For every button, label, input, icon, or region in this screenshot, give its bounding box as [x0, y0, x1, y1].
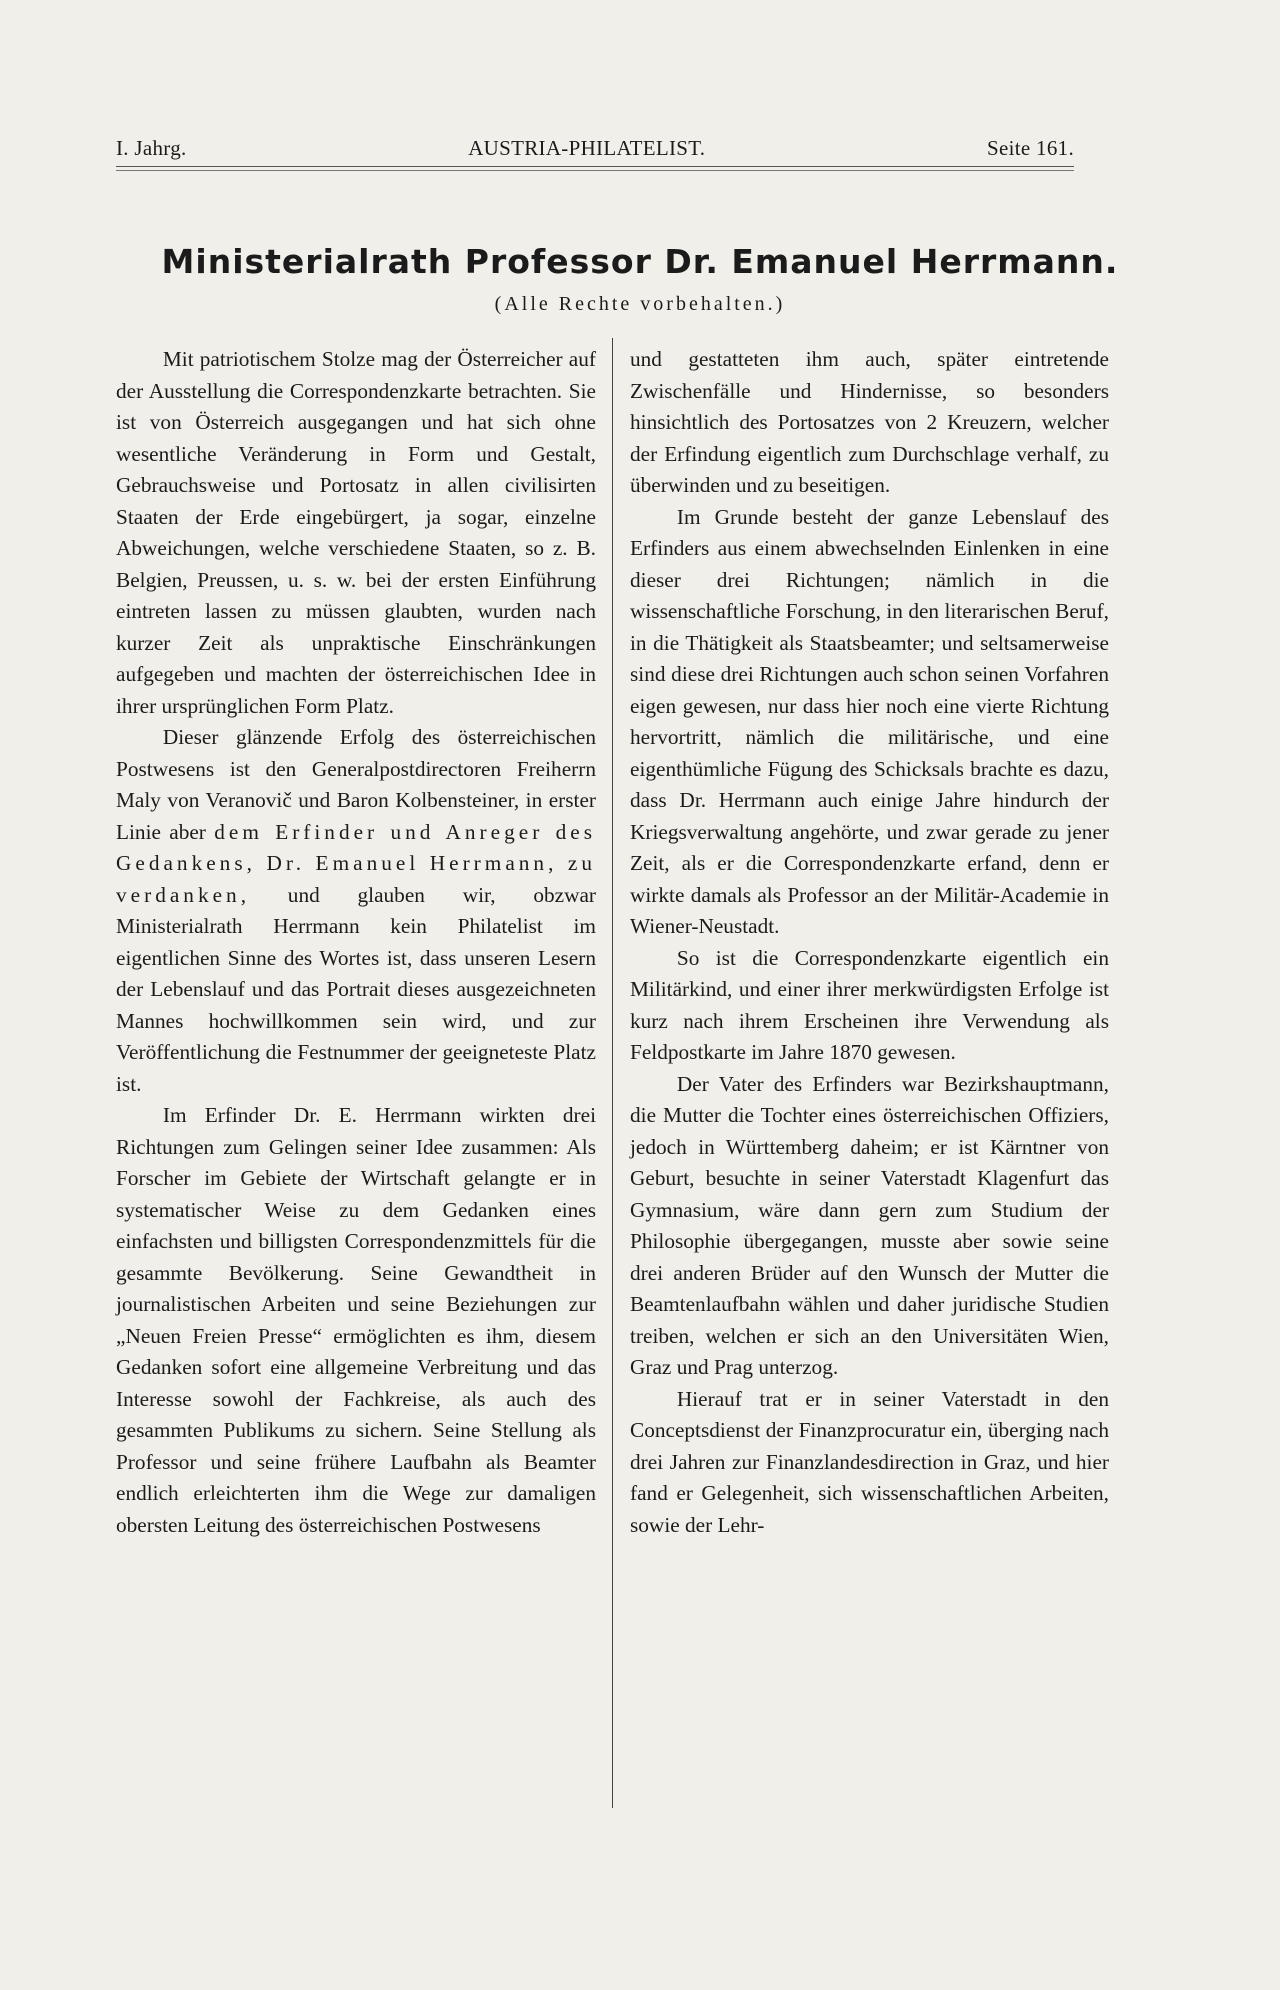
- paragraph: [116, 722, 596, 1100]
- header-rule: [116, 166, 1074, 171]
- paragraph: So ist die Correspondenzkarte eigentlich ein Militärkind, und einer ihrer merkwürdigsten Erfolge ist kurz nach ihrem Erscheinen ihre Verwendung als Feldpostkarte im Jahre 1870 gewesen.: [630, 945, 1109, 1064]
- paragraph: und gestatteten ihm auch, später eintretende Zwischenfälle und Hindernisse, so besonders hinsichtlich des Portosatzes von 2 Kreuzern, welcher der Erfindung eigentlich zum Durchschlage verhalf, zu überwinden und zu beseitigen.: [630, 347, 1109, 497]
- emphasized-text: dem Erfinder und Anreger des Gedankens, Dr. Emanuel Herrmann, zu verdanken,: [116, 819, 596, 907]
- paragraph-text: Dieser glänzende Erfolg des österreichischen Postwesens ist den Generalpostdirectoren Freiherrn Maly von Veranovič und Baron Kolbensteiner, in erster Linie aber: [116, 725, 596, 844]
- page-number: Seite 161.: [987, 136, 1074, 160]
- journal-title: AUSTRIA-PHILATELIST.: [468, 136, 706, 160]
- article-title: Ministerialrath Professor Dr. Emanuel Herrmann.: [161, 242, 1119, 281]
- article-subtitle: (Alle Rechte vorbehalten.): [494, 293, 786, 315]
- paragraph: Mit patriotischem Stolze mag der Österreicher auf der Ausstellung die Correspondenzkarte betrachten. Sie ist von Österreich ausgegangen und hat sich ohne wesentliche Veränderung in Form und Gestalt, Gebrauchsweise und Portosatz in allen civilisirten Staaten der Erde eingebürgert, ja sogar, einzelne Abweichungen, welche verschiedene Staaten, so z. B. Belgien, Preussen, u. s. w. bei der ersten Einführung eintreten lassen zu müssen glaubten, wurden nach kurzer Zeit als unpraktische Einschränkungen aufgegeben und machten der österreichischen Idee in ihrer ursprünglichen Form Platz.: [116, 347, 596, 718]
- left-column: [116, 344, 596, 1541]
- paragraph: Im Grunde besteht der ganze Lebenslauf des Erfinders aus einem abwechselnden Einlenken in eine dieser drei Richtungen; nämlich in die wissenschaftliche Forschung, in den literarischen Beruf, in die Thätigkeit als Staatsbeamter; und seltsamerweise sind diese drei Richtungen auch schon seinen Vorfahren eigen gewesen, nur dass hier noch eine vierte Richtung hervortritt, nämlich die militärische, und eine eigenthümliche Fügung des Schicksals brachte es dazu, dass Dr. Herrmann auch einige Jahre hindurch der Kriegsverwaltung angehörte, und zwar gerade zu jener Zeit, als er die Correspondenzkarte erfand, denn er wirkte damals als Professor an der Militär-Academie in Wiener-Neustadt.: [630, 504, 1109, 938]
- paragraph-text: und glauben wir, obzwar Ministerialrath Herrmann kein Philatelist im eigentlichen Sinne des Wortes ist, dass unseren Lesern der Lebenslauf und das Portrait dieses ausgezeichneten Mannes hochwillkommen sein wird, und zur Veröffentlichung die Festnummer der geeigneteste Platz ist.: [116, 882, 596, 1096]
- volume-label: I. Jahrg.: [116, 136, 187, 160]
- paragraph: Der Vater des Erfinders war Bezirkshauptmann, die Mutter die Tochter eines österreichischen Offiziers, jedoch in Württemberg daheim; er ist Kärntner von Geburt, besuchte in seiner Vaterstadt Klagenfurt das Gymnasium, wäre dann gern zum Studium der Philosophie übergegangen, musste aber sowie seine drei anderen Brüder auf den Wunsch der Mutter die Beamtenlaufbahn wählen und daher juridische Studien treiben, welchen er sich an den Universitäten Wien, Graz und Prag unterzog.: [630, 1071, 1109, 1379]
- paragraph: Hierauf trat er in seiner Vaterstadt in den Conceptsdienst der Finanzprocuratur ein, überging nach drei Jahren zur Finanzlandesdirection in Graz, und hier fand er Gelegenheit, sich wissenschaftlichen Arbeiten, sowie der Lehr-: [630, 1386, 1109, 1537]
- paragraph: Im Erfinder Dr. E. Herrmann wirkten drei Richtungen zum Gelingen seiner Idee zusammen: Als Forscher im Gebiete der Wirtschaft gelangte er in systematischer Weise zu dem Gedanken eines einfachsten und billigsten Correspondenzmittels für die gesammte Bevölkerung. Seine Gewandtheit in journalistischen Arbeiten und seine Beziehungen zur „Neuen Freien Presse“ ermöglichten es ihm, diesem Gedanken sofort eine allgemeine Verbreitung und das Interesse sowohl der Fachkreise, als auch des gesammten Publikums zu sichern. Seine Stellung als Professor und seine frühere Laufbahn als Beamter endlich erleichterten ihm die Wege zur damaligen obersten Leitung des österreichischen Postwesens: [116, 1103, 596, 1537]
- running-header: [116, 136, 1074, 161]
- column-divider: [612, 338, 613, 1808]
- right-column: [630, 344, 1109, 1541]
